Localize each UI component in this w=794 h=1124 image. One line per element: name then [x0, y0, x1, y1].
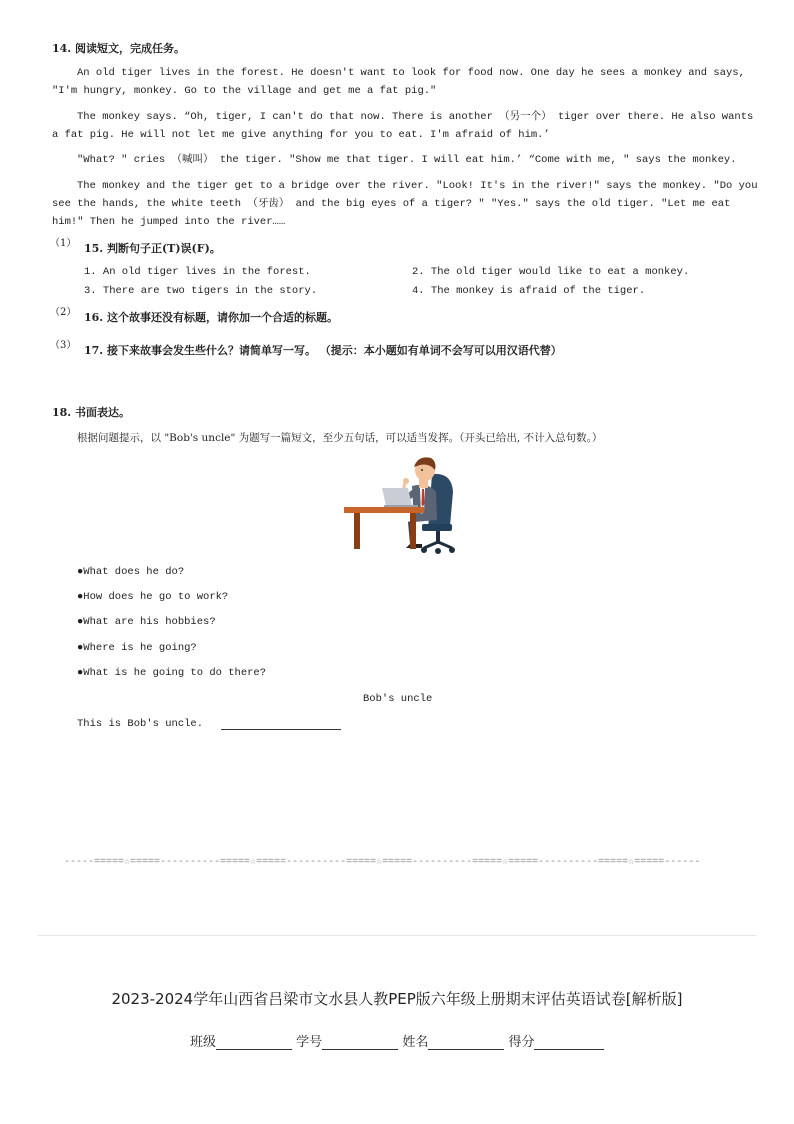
q17-tag: （3）: [50, 340, 77, 351]
q15-tag: （1）: [50, 238, 77, 249]
q14-para1-line2: "I'm hungry, monkey. Go to the village and get me a fat pig.": [52, 85, 437, 97]
q16-tag: （2）: [50, 307, 77, 318]
q14-para3: "What? " cries （喊叫） the tiger. "Show me that tiger. I will eat him.’ “Come with me, " says the monkey.: [77, 154, 737, 166]
student-number-label: 学号: [296, 1035, 323, 1050]
q14-para4-line1: The monkey and the tiger get to a bridge over the river. "Look! It's in the river!" says the monkey. "Do you: [77, 180, 758, 192]
desk-icon: [344, 507, 424, 549]
q18-instruction: 根据问题提示，以 "Bob's uncle" 为题写一篇短文，至少五句话，可以适当发挥。（开头已给出, 不计入总句数。）: [77, 432, 603, 444]
q14-para4-line3: him!" Then he jumped into the river……: [52, 216, 286, 228]
exam-title: 2023-2024学年山西省吕梁市文水县人教PEP版六年级上册期末评估英语试卷[解析版]: [111, 990, 683, 1008]
score-field[interactable]: [534, 1039, 604, 1050]
footer-divider: [38, 935, 756, 936]
q15-heading: 15. 判断句子正(T)误(F)。: [84, 242, 221, 255]
q18-bullet-1: ●What does he do?: [77, 566, 185, 578]
q15-statement-4: 4. The monkey is afraid of the tiger.: [412, 285, 646, 297]
q14-heading: 14. 阅读短文，完成任务。: [52, 42, 185, 55]
q18-bullet-5: ●What is he going to do there?: [77, 667, 267, 679]
q18-bullet-4: ●Where is he going?: [77, 642, 197, 654]
man-at-desk-illustration: [340, 452, 460, 556]
q18-bullet-3: ●What are his hobbies?: [77, 616, 216, 628]
q17-heading: 17. 接下来故事会发生些什么？请简单写一写。 （提示：本小题如有单词不会写可以用汉语代替）: [84, 344, 562, 357]
q15-statement-2: 2. The old tiger would like to eat a monkey.: [412, 266, 690, 278]
name-field[interactable]: [428, 1039, 504, 1050]
class-field[interactable]: [216, 1039, 292, 1050]
q15-statement-3: 3. There are two tigers in the story.: [84, 285, 318, 297]
essay-title: Bob's uncle: [363, 693, 433, 705]
q14-para4-line2: see the hands, the white teeth （牙齿） and the big eyes of a tiger? " "Yes." says the old tiger. "Let me eat: [52, 198, 731, 210]
essay-answer-line[interactable]: [221, 719, 341, 730]
essay-start-text: This is Bob's uncle.: [77, 718, 204, 730]
name-label: 姓名: [402, 1035, 429, 1050]
q14-para2-line2: a fat pig. He will not let me give anything for you to eat. I'm afraid of him.’: [52, 129, 550, 141]
essay-start: [77, 718, 341, 730]
q16-heading: 16. 这个故事还没有标题，请你加一个合适的标题。: [84, 311, 338, 324]
student-number-field[interactable]: [322, 1039, 398, 1050]
q18-bullet-2: ●How does he go to work?: [77, 591, 229, 603]
q14-para2-line1: The monkey says. “Oh, tiger, I can't do that now. There is another （另一个） tiger over there. He also wants: [77, 111, 754, 123]
student-info-fields: [190, 1031, 604, 1050]
score-label: 得分: [508, 1035, 535, 1050]
section-separator: -----=====☆=====----------=====☆=====----------=====☆=====----------=====☆=====----------=====☆=====------: [64, 857, 701, 868]
q14-para1-line1: An old tiger lives in the forest. He doesn't want to look for food now. One day he sees a monkey and says,: [77, 67, 745, 79]
q18-heading: 18. 书面表达。: [52, 406, 130, 419]
q15-statement-1: 1. An old tiger lives in the forest.: [84, 266, 311, 278]
class-label: 班级: [190, 1035, 217, 1050]
